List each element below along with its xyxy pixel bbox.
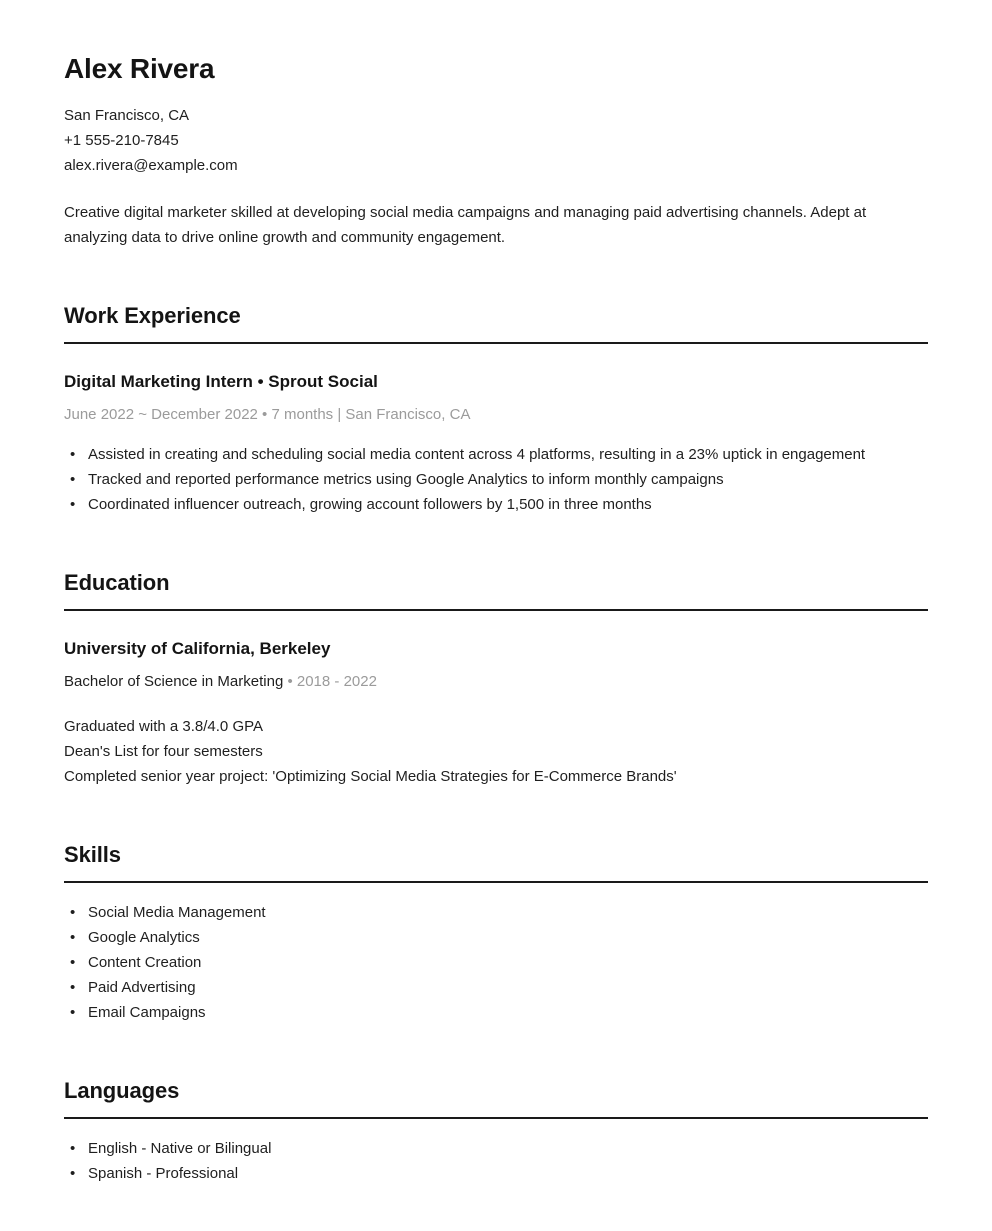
- list-item: • English - Native or Bilingual: [64, 1136, 928, 1161]
- page-bottom-spacer: [64, 1186, 928, 1231]
- section-divider: [64, 881, 928, 883]
- work-entry-bullets: [64, 442, 928, 517]
- list-item: • Email Campaigns: [64, 1000, 928, 1025]
- list-item: • Assisted in creating and scheduling social media content across 4 platforms, resulting in a 23% uptick in engagement: [64, 442, 928, 467]
- work-entry-title: Digital Marketing Intern • Sprout Social: [64, 372, 378, 391]
- section-title-languages: Languages: [64, 1078, 180, 1103]
- skills-list: [64, 900, 928, 1025]
- section-divider: [64, 609, 928, 611]
- section-divider: [64, 342, 928, 344]
- list-item: • Content Creation: [64, 950, 928, 975]
- section-skills: [64, 842, 928, 1025]
- list-item: • Coordinated influencer outreach, growing account followers by 1,500 in three months: [64, 492, 928, 517]
- education-school: University of California, Berkeley: [64, 639, 331, 658]
- languages-list: [64, 1136, 928, 1186]
- section-education: [64, 570, 928, 789]
- list-item: • Google Analytics: [64, 925, 928, 950]
- section-title-skills: Skills: [64, 842, 121, 867]
- candidate-name: Alex Rivera: [64, 53, 215, 84]
- education-degree: Bachelor of Science in Marketing: [64, 673, 284, 690]
- section-title-work-experience: Work Experience: [64, 303, 241, 328]
- professional-summary: Creative digital marketer skilled at developing social media campaigns and managing paid advertising channels. Adept at analyzing data to drive online growth and community engagement.: [64, 204, 867, 246]
- work-entry-meta: June 2022 ~ December 2022 • 7 months | San Francisco, CA: [64, 406, 471, 423]
- list-item: • Tracked and reported performance metrics using Google Analytics to inform monthly campaigns: [64, 467, 928, 492]
- resume-header: [64, 0, 928, 250]
- list-item: • Paid Advertising: [64, 975, 928, 1000]
- education-degree-line: [64, 672, 928, 692]
- education-detail-line: Graduated with a 3.8/4.0 GPA: [64, 718, 264, 735]
- list-item: • Spanish - Professional: [64, 1161, 928, 1186]
- contact-email: alex.rivera@example.com: [64, 157, 238, 174]
- work-entry: [64, 371, 928, 517]
- section-work-experience: [64, 303, 928, 517]
- education-dates: • 2018 - 2022: [287, 673, 377, 690]
- contact-location: San Francisco, CA: [64, 107, 190, 124]
- resume-content: [64, 0, 928, 1231]
- section-divider: [64, 1117, 928, 1119]
- education-entry: [64, 638, 928, 789]
- education-details: [64, 714, 928, 789]
- education-detail-line: Completed senior year project: 'Optimizing Social Media Strategies for E-Commerce Brands': [64, 768, 677, 785]
- contact-phone: +1 555-210-7845: [64, 132, 179, 149]
- section-title-education: Education: [64, 570, 170, 595]
- education-detail-line: Dean's List for four semesters: [64, 743, 263, 760]
- list-item: • Social Media Management: [64, 900, 928, 925]
- section-languages: [64, 1078, 928, 1186]
